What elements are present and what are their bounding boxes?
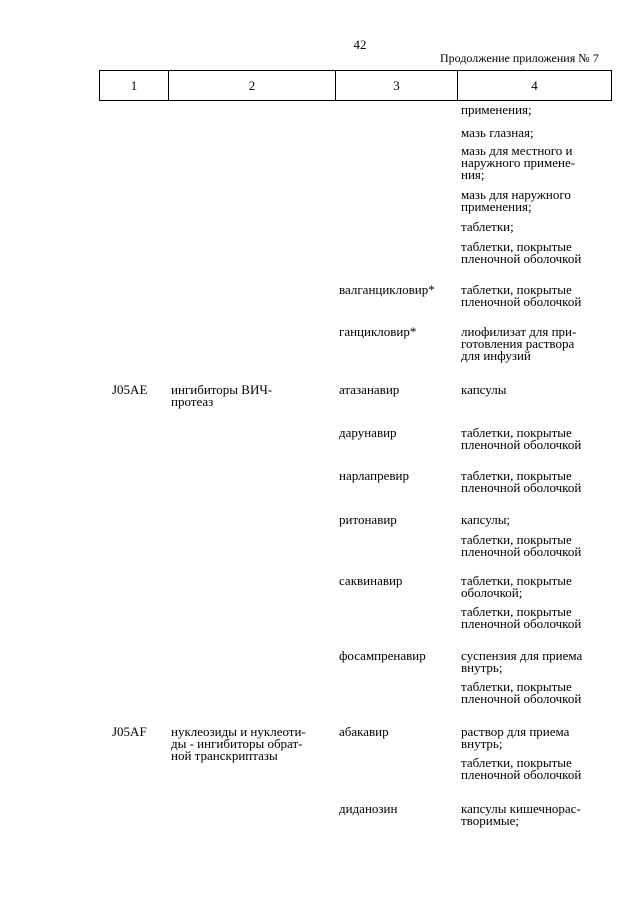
table-cell-group (171, 726, 306, 762)
table-cell-form (461, 384, 506, 396)
header-col-1: 1 (100, 71, 169, 101)
cell-line: абакавир (339, 724, 389, 739)
table-cell-form (461, 470, 581, 494)
cell-line: пленочной оболочкой (461, 480, 582, 495)
cell-line: ния; (461, 167, 485, 182)
table-cell-form (461, 534, 581, 558)
table-cell-form (461, 757, 581, 781)
cell-line: ды - ингибиторы обрат- (171, 736, 303, 751)
table-cell-form (461, 575, 572, 599)
cell-line: ингибиторы ВИЧ- (171, 382, 273, 397)
cell-line: применения; (461, 199, 532, 214)
cell-line: таблетки, покрытые (461, 679, 572, 694)
cell-line: таблетки, покрытые (461, 282, 572, 297)
header-col-2: 2 (169, 71, 336, 101)
cell-line: лиофилизат для при- (461, 324, 577, 339)
cell-line: для инфузий (461, 348, 531, 363)
cell-line: J05AE (112, 382, 148, 397)
cell-line: мазь глазная; (461, 125, 534, 140)
cell-line: протеаз (171, 394, 214, 409)
table-cell-code (112, 384, 147, 396)
cell-line: пленочной оболочкой (461, 691, 582, 706)
cell-line: таблетки, покрытые (461, 604, 572, 619)
table-cell-form (461, 189, 571, 213)
cell-line: пленочной оболочкой (461, 616, 582, 631)
table-cell-drug (339, 427, 397, 439)
cell-line: таблетки, покрытые (461, 425, 572, 440)
cell-line: суспензия для приема (461, 648, 583, 663)
cell-line: внутрь; (461, 660, 503, 675)
table-cell-drug (339, 470, 409, 482)
cell-line: применения; (461, 102, 532, 117)
cell-line: таблетки, покрытые (461, 239, 572, 254)
table-cell-drug (339, 575, 402, 587)
cell-line: оболочкой; (461, 585, 523, 600)
cell-line: внутрь; (461, 736, 503, 751)
table-cell-form (461, 241, 581, 265)
cell-line: J05AF (112, 724, 147, 739)
cell-line: капсулы кишечнорас- (461, 801, 581, 816)
table-cell-form (461, 803, 581, 827)
cell-line: пленочной оболочкой (461, 437, 582, 452)
cell-line: ганцикловир* (339, 324, 417, 339)
table-cell-drug (339, 650, 426, 662)
table-cell-drug (339, 514, 397, 526)
cell-line: капсулы (461, 382, 507, 397)
table-cell-form (461, 104, 532, 116)
table-cell-drug (339, 326, 416, 338)
cell-line: таблетки, покрытые (461, 532, 572, 547)
table-cell-form (461, 284, 581, 308)
cell-line: ритонавир (339, 512, 397, 527)
cell-line: раствор для приема (461, 724, 570, 739)
cell-line: мазь для местного и (461, 143, 573, 158)
table-cell-form (461, 606, 581, 630)
cell-line: пленочной оболочкой (461, 544, 582, 559)
table-cell-form (461, 221, 514, 233)
table-cell-code (112, 726, 147, 738)
table-cell-group (171, 384, 272, 408)
table-cell-form (461, 726, 569, 750)
table-cell-form (461, 326, 576, 362)
cell-line: готовления раствора (461, 336, 575, 351)
cell-line: наружного примене- (461, 155, 576, 170)
table-cell-form (461, 145, 575, 181)
appendix-continuation-title: Продолжение приложения № 7 (440, 51, 599, 65)
cell-line: дарунавир (339, 425, 397, 440)
cell-line: фосампренавир (339, 648, 426, 663)
page-number: 42 (353, 37, 367, 52)
cell-line: таблетки, покрытые (461, 468, 572, 483)
table-header (99, 70, 612, 101)
cell-line: таблетки; (461, 219, 514, 234)
cell-line: мазь для наружного (461, 187, 571, 202)
cell-line: ной транскриптазы (171, 748, 278, 763)
table-cell-form (461, 650, 582, 674)
cell-line: атазанавир (339, 382, 400, 397)
table-cell-form (461, 127, 534, 139)
header-col-4: 4 (458, 71, 612, 101)
cell-line: таблетки, покрытые (461, 755, 572, 770)
table-cell-drug (339, 384, 399, 396)
cell-line: нарлапревир (339, 468, 409, 483)
table-cell-form (461, 514, 510, 526)
header-col-3: 3 (336, 71, 458, 101)
table-cell-drug (339, 284, 435, 296)
cell-line: таблетки, покрытые (461, 573, 572, 588)
cell-line: пленочной оболочкой (461, 251, 582, 266)
cell-line: пленочной оболочкой (461, 294, 582, 309)
table-cell-drug (339, 803, 397, 815)
cell-line: пленочной оболочкой (461, 767, 582, 782)
cell-line: творимые; (461, 813, 520, 828)
table-cell-form (461, 427, 581, 451)
table-cell-form (461, 681, 581, 705)
cell-line: валганцикловир* (339, 282, 435, 297)
cell-line: капсулы; (461, 512, 511, 527)
cell-line: нуклеозиды и нуклеоти- (171, 724, 306, 739)
cell-line: саквинавир (339, 573, 403, 588)
table-cell-drug (339, 726, 389, 738)
cell-line: диданозин (339, 801, 398, 816)
